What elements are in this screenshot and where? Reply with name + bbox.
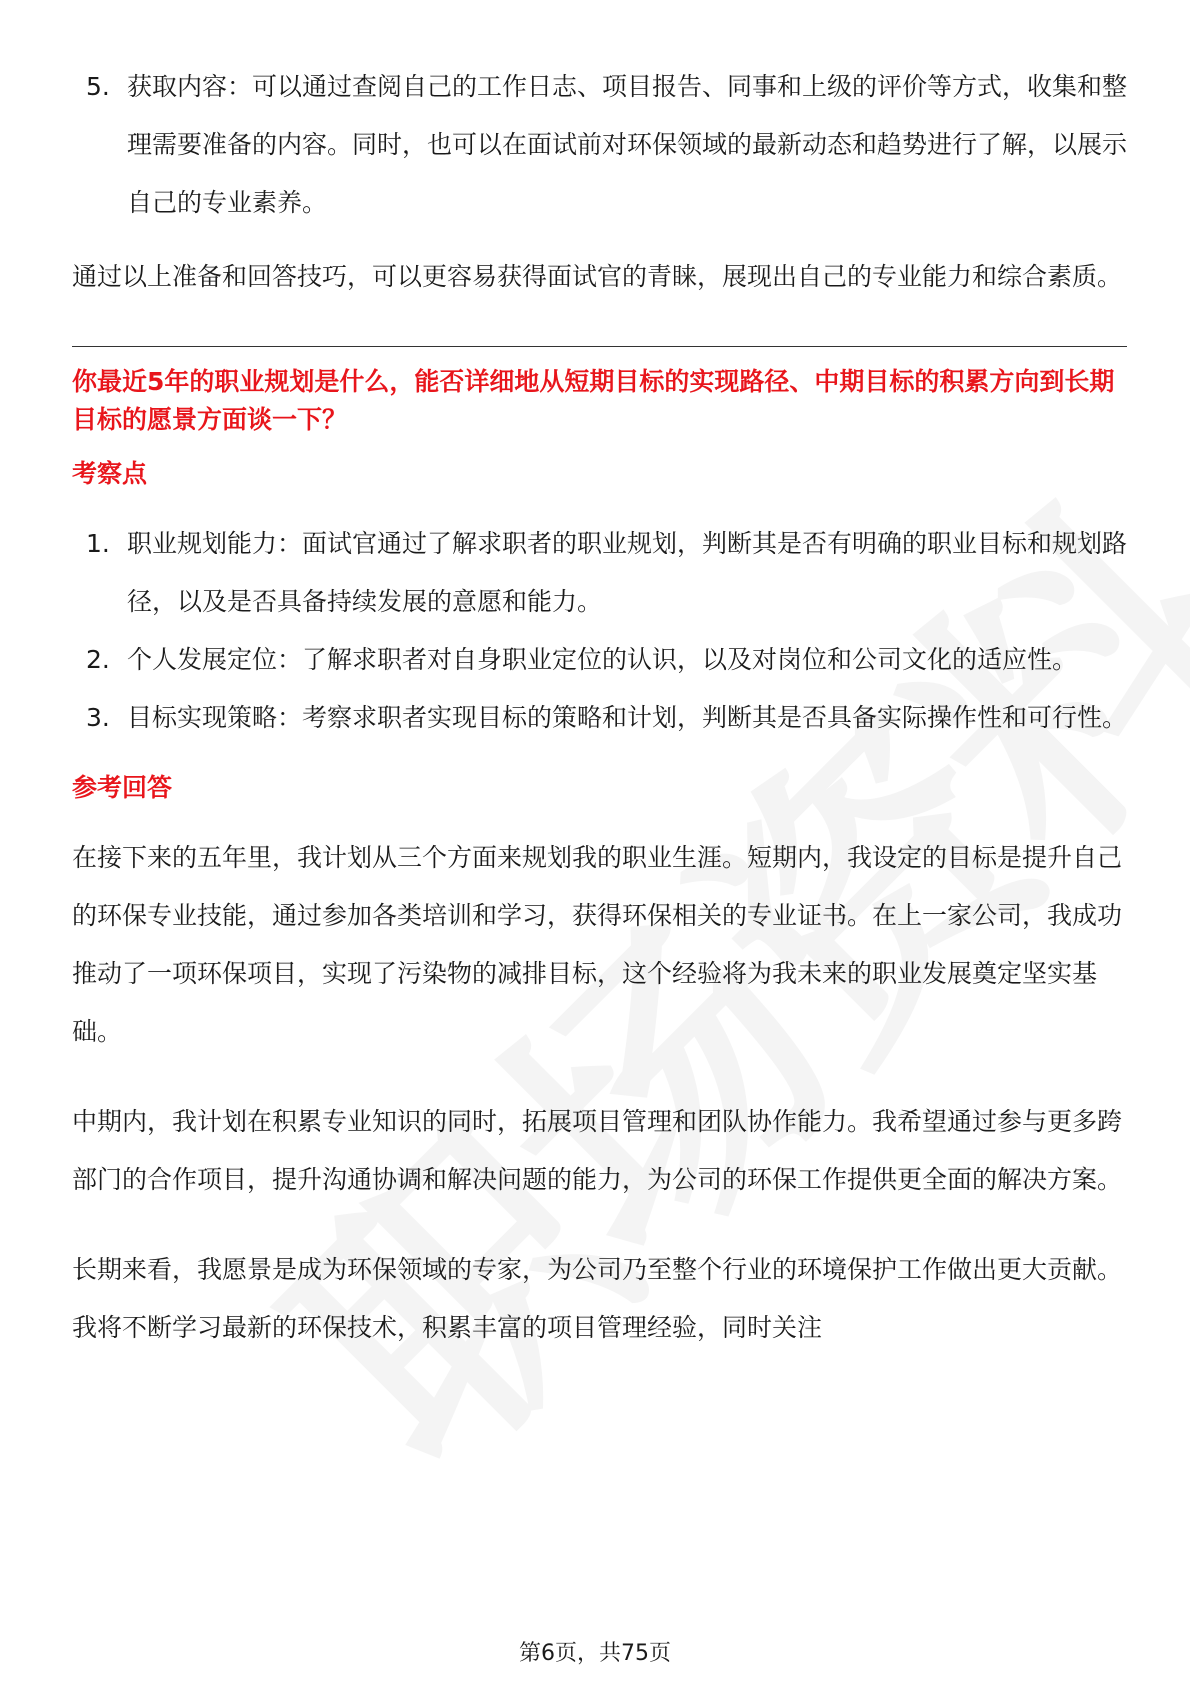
answer-paragraph: 在接下来的五年里，我计划从三个方面来规划我的职业生涯。短期内，我设定的目标是提升自己的环保专业技能，通过参加各类培训和学习，获得环保相关的专业证书。在上一家公司，我成功推动了一项环保项目，实现了污染物的减排目标，这个经验将为我未来的职业发展奠定坚实基础。 [72,843,1123,1046]
list-item-text: 个人发展定位：了解求职者对自身职业定位的认识，以及对岗位和公司文化的适应性。 [127,645,1078,674]
list-item-number: 3. [86,703,110,732]
list-item [72,689,1127,747]
list-item-text: 目标实现策略：考察求职者实现目标的策略和计划，判断其是否具备实际操作性和可行性。 [127,703,1128,732]
list-item-text: 获取内容：可以通过查阅自己的工作日志、项目报告、同事和上级的评价等方式，收集和整理需要准备的内容。同时，也可以在面试前对环保领域的最新动态和趋势进行了解，以展示自己的专业素养。 [127,72,1128,217]
list-item [72,631,1127,689]
points-list [72,515,1127,747]
list-item-text: 职业规划能力：面试官通过了解求职者的职业规划，判断其是否有明确的职业目标和规划路径，以及是否具备持续发展的意愿和能力。 [127,529,1128,616]
answer-paragraph: 中期内，我计划在积累专业知识的同时，拓展项目管理和团队协作能力。我希望通过参与更多跨部门的合作项目，提升沟通协调和解决问题的能力，为公司的环保工作提供更全面的解决方案。 [72,1107,1123,1194]
list-item [72,58,1127,232]
list-item-number: 5. [86,72,110,101]
list-item-number: 2. [86,645,110,674]
points-heading: 考察点 [72,459,148,488]
summary-paragraph: 通过以上准备和回答技巧，可以更容易获得面试官的青睐，展现出自己的专业能力和综合素质。 [72,262,1123,291]
list-item-number: 1. [86,529,110,558]
answer-paragraph: 长期来看，我愿景是成为环保领域的专家，为公司乃至整个行业的环境保护工作做出更大贡献。我将不断学习最新的环保技术，积累丰富的项目管理经验，同时关注 [72,1255,1123,1342]
page-footer: 第6页，共75页 [519,1641,671,1666]
page-content [72,58,1127,1357]
top-list [72,58,1127,232]
question-heading: 你最近5年的职业规划是什么，能否详细地从短期目标的实现路径、中期目标的积累方向到长期目标的愿景方面谈一下？ [72,367,1115,434]
answer-heading: 参考回答 [72,773,173,802]
section-divider [72,346,1127,347]
list-item [72,515,1127,631]
